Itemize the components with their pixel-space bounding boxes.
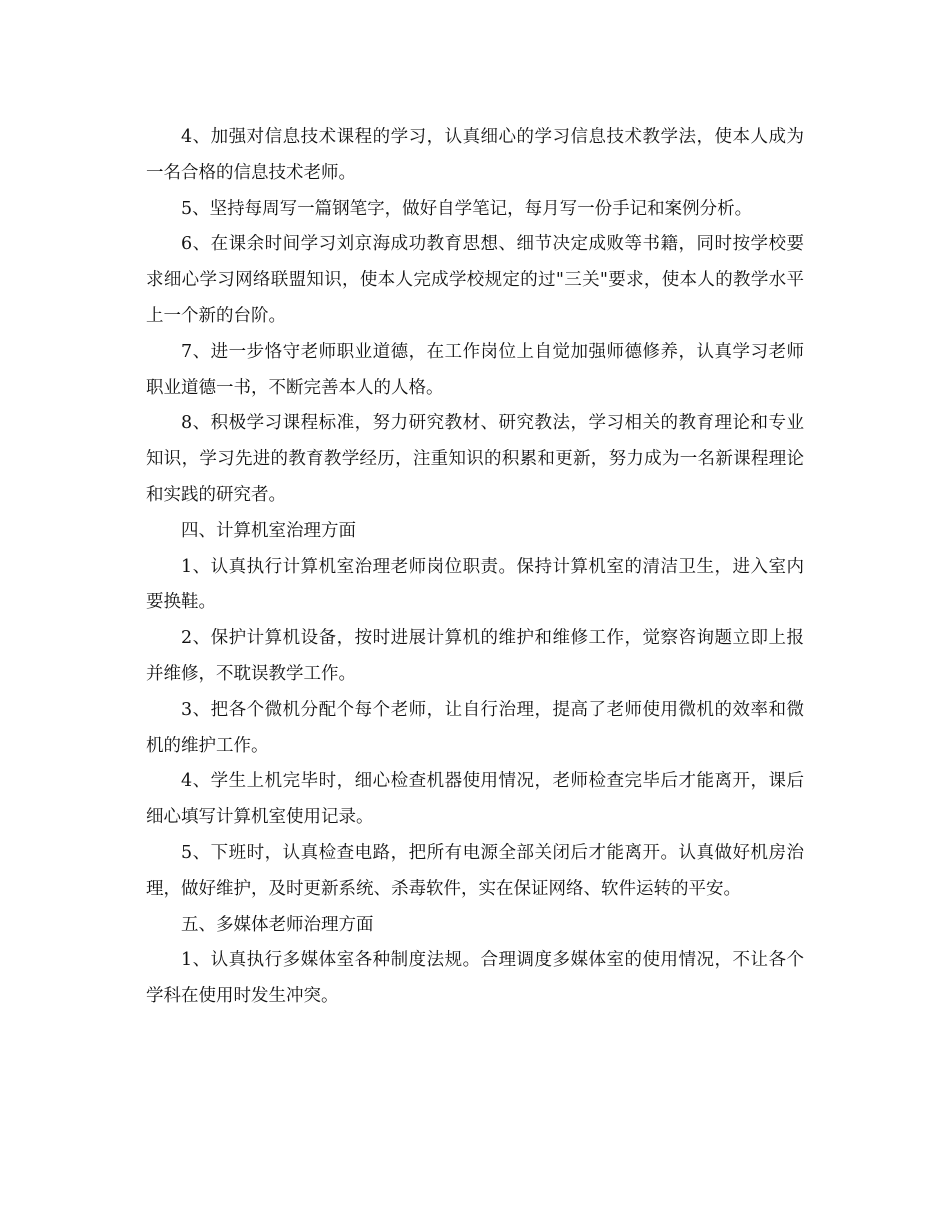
paragraph-computer-room-4: 4、学生上机完毕时，细心检查机器使用情况，老师检查完毕后才能离开，课后细心填写计算机室使用记录。: [146, 771, 804, 828]
paragraph-computer-room-1: 1、认真执行计算机室治理老师岗位职责。保持计算机室的清洁卫生，进入室内要换鞋。: [146, 556, 804, 613]
document-body: [146, 120, 804, 1015]
paragraph-item-4-it-course: 4、加强对信息技术课程的学习，认真细心的学习信息技术教学法，使本人成为一名合格的信息技术老师。: [146, 127, 804, 183]
paragraph-item-7-ethics: 7、进一步恪守老师职业道德，在工作岗位上自觉加强师德修养，认真学习老师职业道德一书，不断完善本人的人格。: [146, 341, 804, 398]
paragraph-computer-room-5: 5、下班时，认真检查电路，把所有电源全部关闭后才能离开。认真做好机房治理，做好维护，及时更新系统、杀毒软件，实在保证网络、软件运转的平安。: [146, 842, 804, 899]
section-heading-computer-room: 四、计算机室治理方面: [181, 520, 356, 541]
paragraph-item-5-calligraphy: 5、坚持每周写一篇钢笔字，做好自学笔记，每月写一份手记和案例分析。: [181, 198, 753, 219]
paragraph-computer-room-3: 3、把各个微机分配个每个老师，让自行治理，提高了老师使用微机的效率和微机的维护工作。: [146, 699, 804, 756]
paragraph-multimedia-1: 1、认真执行多媒体室各种制度法规。合理调度多媒体室的使用情况，不让各个学科在使用时发生冲突。: [146, 950, 804, 1007]
paragraph-computer-room-2: 2、保护计算机设备，按时进展计算机的维护和维修工作，觉察咨询题立即上报并维修，不耽误教学工作。: [146, 628, 804, 684]
paragraph-item-6-reading: 6、在课余时间学习刘京海成功教育思想、细节决定成败等书籍，同时按学校要求细心学习网络联盟知识，使本人完成学校规定的过"三关"要求，使本人的教学水平上一个新的台阶。: [146, 234, 804, 326]
section-heading-multimedia: 五、多媒体老师治理方面: [181, 914, 374, 935]
paragraph-item-8-curriculum: 8、积极学习课程标准，努力研究教材、研究教法，学习相关的教育理论和专业知识，学习先进的教育教学经历，注重知识的积累和更新，努力成为一名新课程理论和实践的研究者。: [146, 413, 804, 505]
